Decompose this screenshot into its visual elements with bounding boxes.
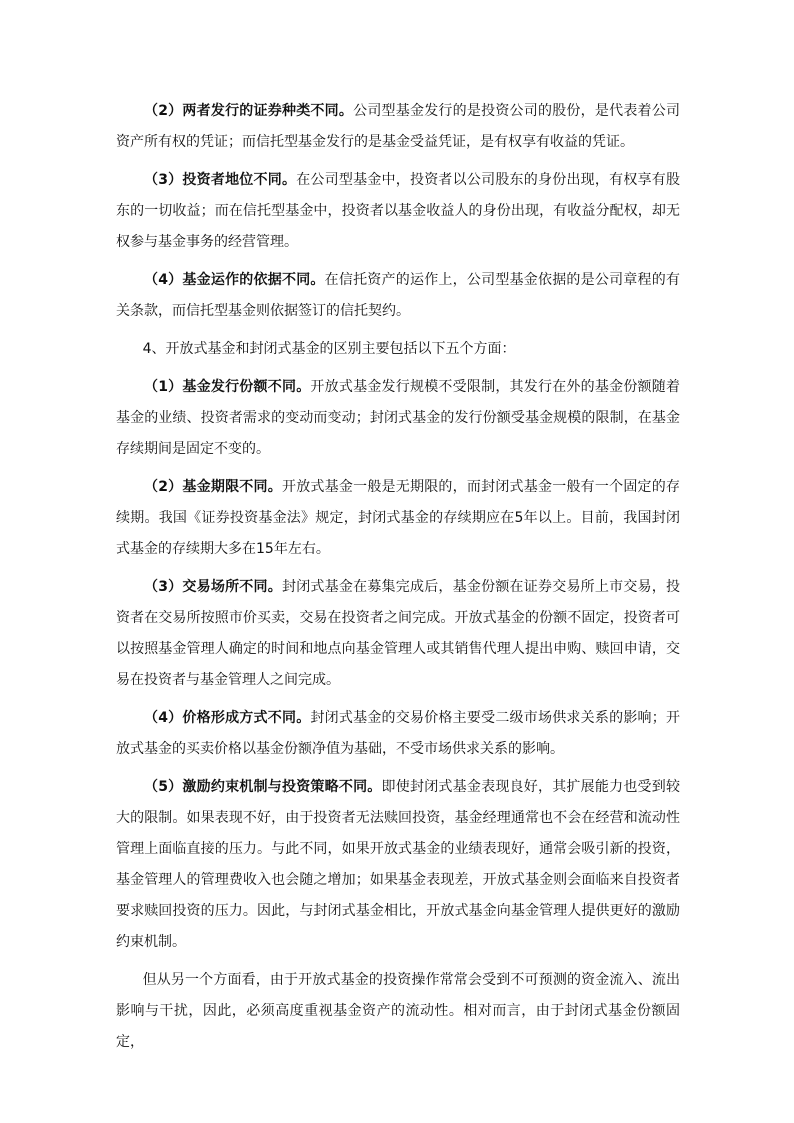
paragraph-body: 公司型基金发行的是投资公司的股份，是代表着公司资产所有权的凭证；而信托型基金发行的是基金受益凭证，是有权享有收益的凭证。	[116, 103, 680, 150]
paragraph-body: 开放式基金一般是无期限的，而封闭式基金一般有一个固定的存续期。我国《证券投资基金法》规定，封闭式基金的存续期应在5年以上。目前，我国封闭式基金的存续期大多在15年左右。	[116, 479, 681, 557]
paragraph-section-intro	[116, 334, 680, 365]
paragraph-heading: （3）投资者地位不同。	[144, 172, 297, 188]
paragraph-body: 在公司型基金中，投资者以公司股东的身份出现，有权享有股东的一切收益；而在信托型基金中，投资者以基金收益人的身份出现，有收益分配权，却无权参与基金事务的经营管理。	[116, 172, 680, 250]
paragraph-body: 封闭式基金的交易价格主要受二级市场供求关系的影响；开放式基金的买卖价格以基金份额净值为基础，不受市场供求关系的影响。	[116, 710, 680, 757]
paragraph-pricing	[116, 703, 680, 765]
paragraph-investor-status	[116, 165, 680, 258]
paragraph-body: 在信托资产的运作上，公司型基金依据的是公司章程的有关条款，而信托型基金则依据签订的信托契约。	[116, 272, 680, 319]
paragraph-heading: （2）两者发行的证券种类不同。	[144, 103, 354, 119]
paragraph-heading: （5）激励约束机制与投资策略不同。	[144, 779, 382, 795]
paragraph-body: 但从另一个方面看，由于开放式基金的投资操作常常会受到不可预测的资金流入、流出影响与干扰，因此，必须高度重视基金资产的流动性。相对而言，由于封闭式基金份额固定，	[116, 972, 680, 1050]
paragraph-heading: （1）基金发行份额不同。	[144, 379, 311, 395]
paragraph-body: 开放式基金发行规模不受限制，其发行在外的基金份额随着基金的业绩、投资者需求的变动而变动；封闭式基金的发行份额受基金规模的限制，在基金存续期间是固定不变的。	[116, 379, 680, 457]
paragraph-incentive	[116, 772, 680, 958]
paragraph-liquidity	[116, 965, 680, 1058]
paragraph-securities-type	[116, 96, 680, 158]
paragraph-operation-basis	[116, 265, 680, 327]
paragraph-body: 封闭式基金在募集完成后，基金份额在证券交易所上市交易，投资者在交易所按照市价买卖，交易在投资者之间完成。开放式基金的份额不固定，投资者可以按照基金管理人确定的时间和地点向基金管理人或其销售代理人提出申购、赎回申请，交易在投资者与基金管理人之间完成。	[116, 579, 681, 688]
paragraph-trading-venue	[116, 572, 680, 696]
paragraph-issue-size	[116, 372, 680, 465]
document-page	[116, 96, 680, 1065]
paragraph-heading: （2）基金期限不同。	[144, 479, 282, 495]
paragraph-body: 4、开放式基金和封闭式基金的区别主要包括以下五个方面：	[142, 341, 516, 357]
paragraph-body: 即使封闭式基金表现良好，其扩展能力也受到较大的限制。如果表现不好，由于投资者无法赎回投资，基金经理通常也不会在经营和流动性管理上面临直接的压力。与此不同，如果开放式基金的业绩表现好，通常会吸引新的投资，基金管理人的管理费收入也会随之增加；如果基金表现差，开放式基金则会面临来自投资者要求赎回投资的压力。因此，与封闭式基金相比，开放式基金向基金管理人提供更好的激励约束机制。	[116, 779, 680, 950]
paragraph-heading: （4）基金运作的依据不同。	[144, 272, 325, 288]
paragraph-heading: （3）交易场所不同。	[144, 579, 282, 595]
paragraph-heading: （4）价格形成方式不同。	[144, 710, 311, 726]
paragraph-fund-term	[116, 472, 680, 565]
